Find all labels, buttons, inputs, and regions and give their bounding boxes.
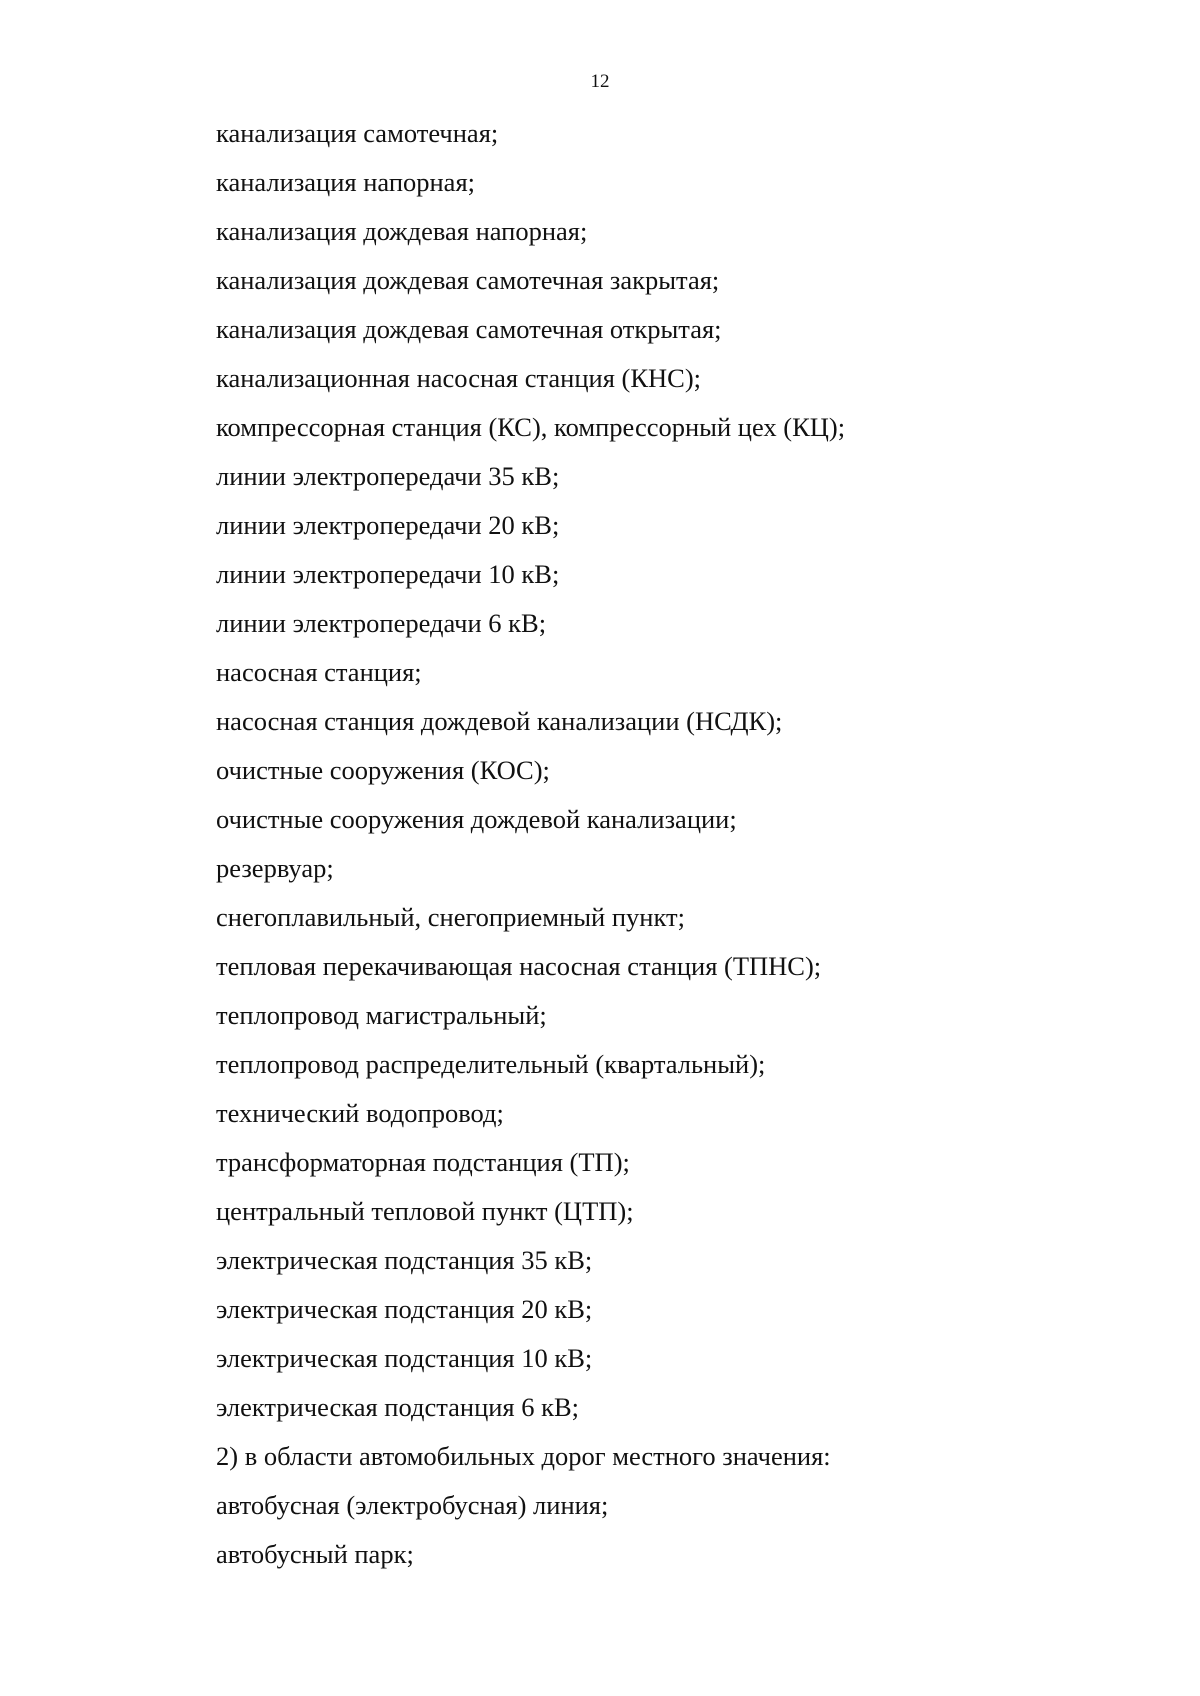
list-item: линии электропередачи 6 кВ; — [216, 608, 547, 638]
list-item: трансформаторная подстанция (ТП); — [216, 1147, 630, 1177]
list-item: канализационная насосная станция (КНС); — [216, 363, 702, 393]
list-item: электрическая подстанция 6 кВ; — [216, 1392, 580, 1422]
list-item: канализация напорная; — [216, 167, 475, 197]
list-item: компрессорная станция (КС), компрессорный цех (КЦ); — [216, 412, 846, 442]
list-item: канализация дождевая самотечная закрытая; — [216, 265, 720, 295]
list-item: электрическая подстанция 10 кВ; — [216, 1343, 593, 1373]
list-item: тепловая перекачивающая насосная станция (ТПНС); — [216, 951, 822, 981]
list-item: 2) в области автомобильных дорог местного значения: — [216, 1441, 831, 1471]
list-item: канализация дождевая самотечная открытая; — [216, 314, 722, 344]
list-item: снегоплавильный, снегоприемный пункт; — [216, 902, 685, 932]
list-item: насосная станция; — [216, 657, 422, 687]
document-list — [216, 109, 845, 1579]
list-item: линии электропередачи 35 кВ; — [216, 461, 560, 491]
list-item: линии электропередачи 10 кВ; — [216, 559, 560, 589]
list-item: канализация самотечная; — [216, 118, 499, 148]
list-item: электрическая подстанция 20 кВ; — [216, 1294, 593, 1324]
list-item: очистные сооружения дождевой канализации; — [216, 804, 737, 834]
list-item: насосная станция дождевой канализации (НСДК); — [216, 706, 783, 736]
list-item: линии электропередачи 20 кВ; — [216, 510, 560, 540]
list-item: автобусный парк; — [216, 1539, 414, 1569]
list-item: резервуар; — [216, 853, 334, 883]
list-item: канализация дождевая напорная; — [216, 216, 588, 246]
list-item: теплопровод магистральный; — [216, 1000, 547, 1030]
list-item: электрическая подстанция 35 кВ; — [216, 1245, 593, 1275]
list-item: технический водопровод; — [216, 1098, 504, 1128]
list-item: очистные сооружения (КОС); — [216, 755, 550, 785]
page-number: 12 — [590, 71, 610, 92]
list-item: теплопровод распределительный (квартальный); — [216, 1049, 766, 1079]
list-item: автобусная (электробусная) линия; — [216, 1490, 609, 1520]
list-item: центральный тепловой пункт (ЦТП); — [216, 1196, 634, 1226]
